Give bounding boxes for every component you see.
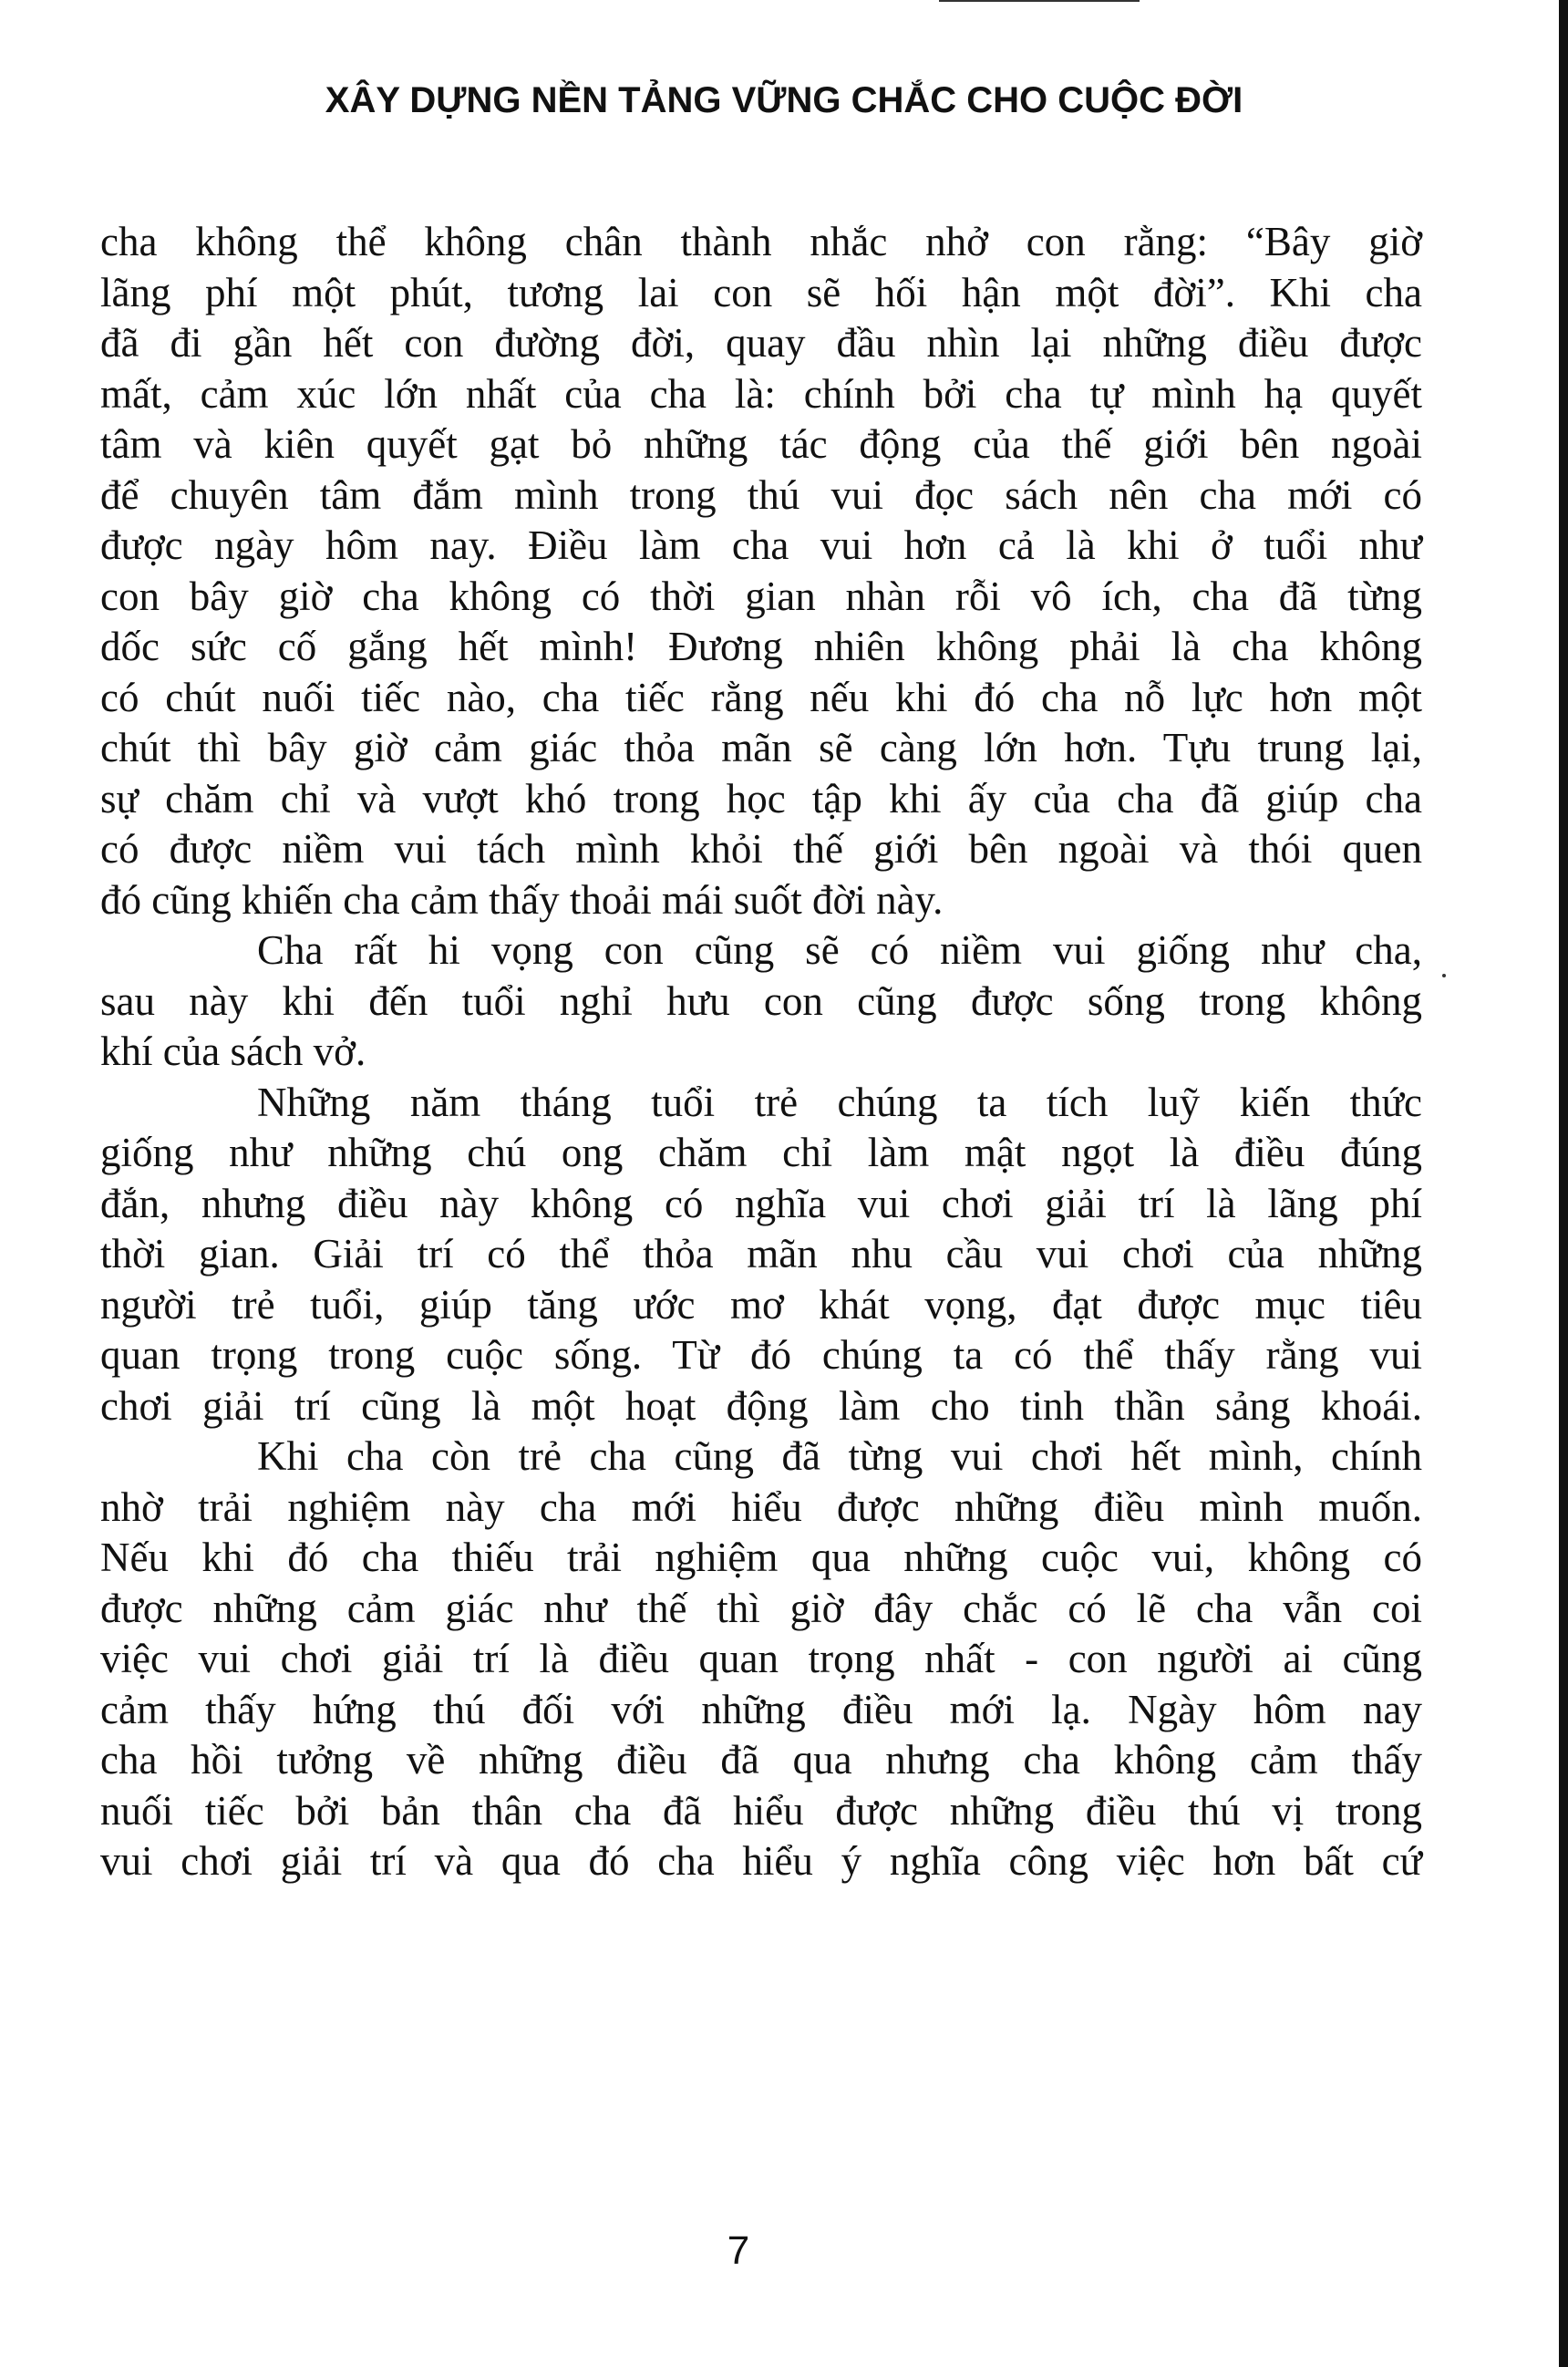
text-line: được ngày hôm nay. Điều làm cha vui hơn cả là khi ở tuổi như: [100, 522, 1422, 568]
text-line: khí của sách vở.: [100, 1028, 366, 1074]
text-line: việc vui chơi giải trí là điều quan trọng nhất - con người ai cũng: [100, 1636, 1422, 1681]
text-line: cha không thể không chân thành nhắc nhở con rằng: “Bây giờ: [100, 219, 1422, 264]
text-line: dốc sức cố gắng hết mình! Đương nhiên không phải là cha không: [100, 624, 1422, 669]
text-line: quan trọng trong cuộc sống. Từ đó chúng ta có thể thấy rằng vui: [100, 1332, 1422, 1378]
text-line: lãng phí một phút, tương lai con sẽ hối hận một đời”. Khi cha: [100, 269, 1422, 315]
text-line: mất, cảm xúc lớn nhất của cha là: chính bởi cha tự mình hạ quyết: [100, 370, 1422, 417]
text-line: có chút nuối tiếc nào, cha tiếc rằng nếu khi đó cha nỗ lực hơn một: [100, 674, 1422, 720]
stray-ink-dot: [1442, 974, 1446, 977]
text-line: chút thì bây giờ cảm giác thỏa mãn sẽ càng lớn hơn. Tựu trung lại,: [100, 725, 1422, 770]
text-line: sự chăm chỉ và vượt khó trong học tập khi ấy của cha đã giúp cha: [100, 775, 1422, 822]
paragraph-first-line: Khi cha còn trẻ cha cũng đã từng vui chơi hết mình, chính: [257, 1433, 1422, 1479]
text-line: có được niềm vui tách mình khỏi thế giới bên ngoài và thói quen: [100, 826, 1422, 872]
text-line: con bây giờ cha không có thời gian nhàn rỗi vô ích, cha đã từng: [100, 573, 1422, 619]
text-line: Nếu khi đó cha thiếu trải nghiệm qua những cuộc vui, không có: [100, 1535, 1422, 1580]
text-line: đã đi gần hết con đường đời, quay đầu nhìn lại những điều được: [100, 320, 1422, 366]
text-line: vui chơi giải trí và qua đó cha hiểu ý nghĩa công việc hơn bất cứ: [100, 1838, 1422, 1884]
paragraph-first-line: Cha rất hi vọng con cũng sẽ có niềm vui giống như cha,: [257, 927, 1422, 973]
text-line: cảm thấy hứng thú đối với những điều mới lạ. Ngày hôm nay: [100, 1686, 1422, 1732]
text-line: để chuyên tâm đắm mình trong thú vui đọc sách nên cha mới có: [100, 471, 1422, 518]
text-line: thời gian. Giải trí có thể thỏa mãn nhu cầu vui chơi của những: [100, 1231, 1422, 1277]
text-line: được những cảm giác như thế thì giờ đây chắc có lẽ cha vẫn coi: [100, 1585, 1422, 1631]
text-line: giống như những chú ong chăm chỉ làm mật ngọt là điều đúng: [100, 1130, 1422, 1175]
text-line: tâm và kiên quyết gạt bỏ những tác động của thế giới bên ngoài: [100, 421, 1422, 467]
text-line: người trẻ tuổi, giúp tăng ước mơ khát vọng, đạt được mục tiêu: [100, 1281, 1422, 1328]
text-line: đó cũng khiến cha cảm thấy thoải mái suốt đời này.: [100, 876, 944, 923]
page-number: 7: [727, 2228, 750, 2273]
paragraph-first-line: Những năm tháng tuổi trẻ chúng ta tích luỹ kiến thức: [257, 1079, 1422, 1125]
body-text: [100, 217, 1422, 1887]
text-line: đắn, nhưng điều này không có nghĩa vui chơi giải trí là lãng phí: [100, 1180, 1422, 1226]
top-edge-mark: [939, 0, 1140, 2]
page-right-edge: [1559, 0, 1568, 2367]
text-line: nhờ trải nghiệm này cha mới hiểu được những điều mình muốn.: [100, 1483, 1422, 1530]
text-line: cha hồi tưởng về những điều đã qua nhưng cha không cảm thấy: [100, 1737, 1422, 1783]
running-header: XÂY DỰNG NỀN TẢNG VỮNG CHẮC CHO CUỘC ĐỜI: [325, 80, 1243, 120]
text-line: chơi giải trí cũng là một hoạt động làm cho tinh thần sảng khoái.: [100, 1382, 1422, 1429]
text-line: nuối tiếc bởi bản thân cha đã hiểu được những điều thú vị trong: [100, 1787, 1422, 1834]
text-line: sau này khi đến tuổi nghỉ hưu con cũng được sống trong không: [100, 977, 1422, 1024]
